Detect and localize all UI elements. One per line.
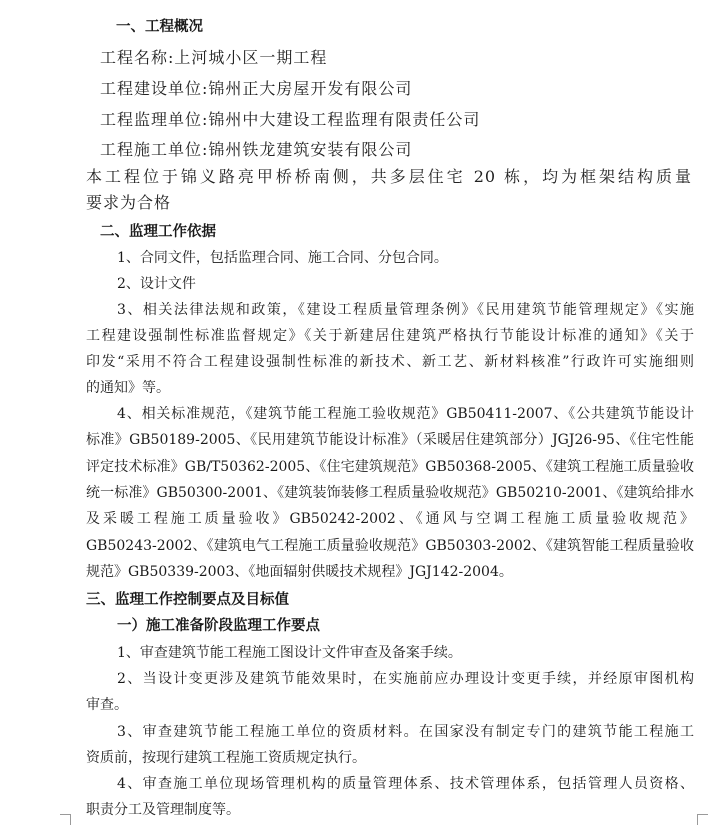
basis-item-1: 1、合同文件，包括监理合同、施工合同、分包合同。 <box>117 250 448 266</box>
prep-item-4-line-2: 职责分工及管理制度等。 <box>86 802 240 818</box>
basis-item-4-line-3: 评定技术标准》GB/T50362-2005、《住宅建筑规范》GB50368-2005、《建筑工程施工质量验收 <box>86 459 694 475</box>
basis-item-3-line-3: 印发“采用不符合工程建设强制性标准的新技术、新工艺、新材料核准”行政许可实施细则 <box>86 354 694 370</box>
project-supervisor: 工程监理单位:锦州中大建设工程监理有限责任公司 <box>100 110 481 129</box>
project-description: 本工程位于锦义路亮甲桥桥南侧，共多层住宅 20 栋，均为框架结构质量 <box>86 167 692 186</box>
crop-mark-bottom-right <box>697 814 708 825</box>
project-contractor: 工程施工单位:锦州铁龙建筑安装有限公司 <box>100 140 413 159</box>
project-description-cont: 要求为合格 <box>86 193 172 212</box>
basis-item-2: 2、设计文件 <box>117 276 196 292</box>
project-builder: 工程建设单位:锦州正大房屋开发有限公司 <box>100 79 413 98</box>
subsection-heading-preparation: 一）施工准备阶段监理工作要点 <box>117 617 320 634</box>
basis-item-4-line-2: 标准》GB50189-2005、《民用建筑节能设计标准》（采暖居住建筑部分）JGJ26-95、《住宅性能 <box>86 432 694 448</box>
prep-item-2-line-2: 审查。 <box>86 697 128 713</box>
crop-mark-bottom-left <box>60 814 71 825</box>
section-heading-basis: 二、监理工作依据 <box>100 223 216 240</box>
prep-item-3: 3、审查建筑节能工程施工单位的资质材料。在国家没有制定专门的建筑节能工程施工 <box>117 724 694 740</box>
section-heading-overview: 一、工程概况 <box>116 18 203 35</box>
basis-item-4-line-4: 统一标准》GB50300-2001、《建筑装饰装修工程质量验收规范》GB50210-2001、《建筑给排水 <box>86 485 694 501</box>
basis-item-4-line-7: 规范》GB50339-2003、《地面辐射供暖技术规程》JGJ142-2004。 <box>86 564 513 580</box>
prep-item-2: 2、当设计变更涉及建筑节能效果时，在实施前应办理设计变更手续，并经原审图机构 <box>117 671 694 687</box>
basis-item-3: 3、相关法律法规和政策，《建设工程质量管理条例》《民用建筑节能管理规定》《实施 <box>117 302 694 318</box>
prep-item-3-line-2: 资质前，按现行建筑工程施工资质规定执行。 <box>86 750 366 766</box>
project-name: 工程名称:上河城小区一期工程 <box>100 48 328 67</box>
section-heading-control-points: 三、监理工作控制要点及目标值 <box>86 591 289 608</box>
basis-item-4-line-6: GB50243-2002、《建筑电气工程施工质量验收规范》GB50303-2002、《建筑智能工程质量验收 <box>86 538 694 554</box>
basis-item-3-line-4: 的通知》等。 <box>86 380 170 396</box>
prep-item-1: 1、审查建筑节能工程施工图设计文件审查及备案手续。 <box>117 645 462 661</box>
basis-item-3-line-2: 工程建设强制性标准监督规定》《关于新建居住建筑严格执行节能设计标准的通知》《关于 <box>86 328 694 344</box>
basis-item-4: 4、相关标准规范，《建筑节能工程施工验收规范》GB50411-2007、《公共建筑节能设计 <box>117 406 694 422</box>
prep-item-4: 4、审查施工单位现场管理机构的质量管理体系、技术管理体系，包括管理人员资格、 <box>117 776 694 792</box>
basis-item-4-line-5: 及采暖工程施工质量验收》GB50242-2002、《通风与空调工程施工质量验收规范》 <box>86 511 694 527</box>
